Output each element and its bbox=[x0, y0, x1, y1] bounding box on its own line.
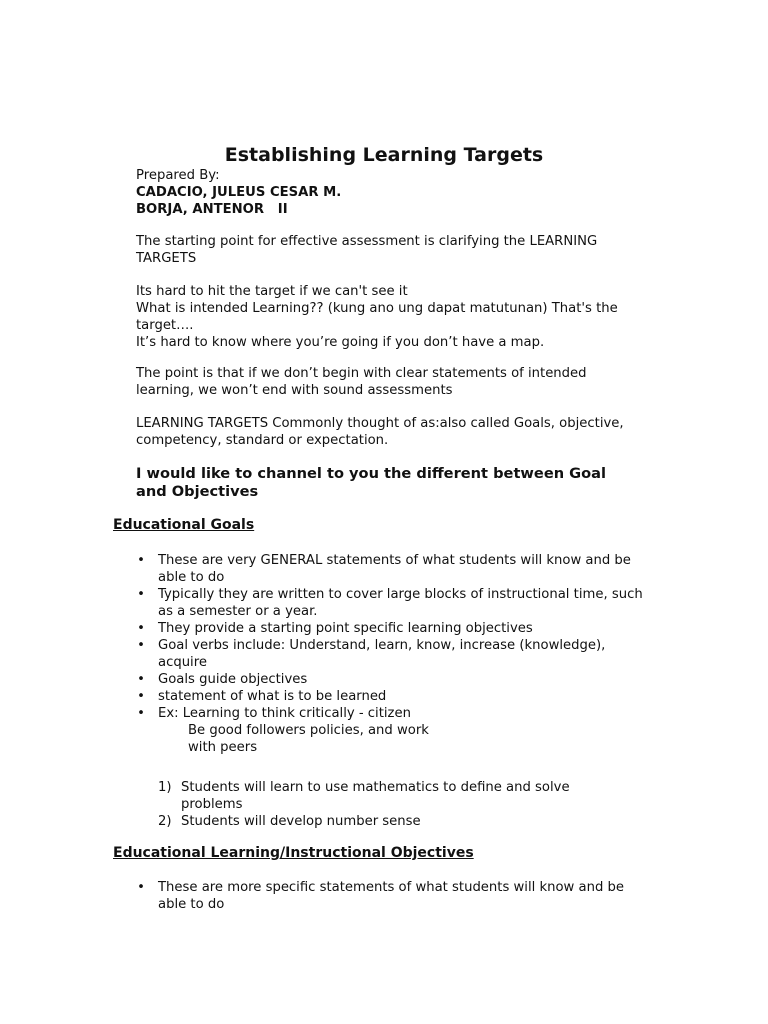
bullet-icon: • bbox=[137, 689, 145, 704]
educational-goals-heading: Educational Goals bbox=[113, 517, 255, 533]
list-item: • These are more specific statements of what students will know and be able to do bbox=[137, 880, 625, 912]
list-item: • Ex: Learning to think critically - citizen Be good followers policies, and work with peers bbox=[136, 705, 656, 756]
example-sub-line-2: with peers bbox=[188, 740, 258, 755]
bullet-icon: • bbox=[137, 638, 145, 653]
bullet-icon: • bbox=[137, 880, 145, 895]
list-item: • Goal verbs include: Understand, learn, know, increase (knowledge), acquire bbox=[137, 638, 606, 670]
document-title: Establishing Learning Targets bbox=[224, 144, 544, 166]
goals-bullet-list bbox=[136, 552, 656, 756]
target-line-1: Its hard to hit the target if we can't see it bbox=[136, 284, 408, 299]
goals-numbered-list bbox=[158, 779, 618, 830]
list-item: • Goals guide objectives bbox=[137, 672, 308, 687]
bullet-icon: • bbox=[137, 621, 145, 636]
example-sub-line-1: Be good followers policies, and work bbox=[188, 723, 429, 738]
prepared-by-block bbox=[136, 167, 676, 218]
target-paragraph bbox=[136, 283, 656, 351]
list-item: • Typically they are written to cover large blocks of instructional time, such as a semester or a year. bbox=[137, 587, 643, 619]
bullet-icon: • bbox=[137, 672, 145, 687]
intro-paragraph: The starting point for effective assessment is clarifying the LEARNING TARGETS bbox=[136, 234, 598, 266]
bullet-icon: • bbox=[137, 706, 145, 721]
list-item: 1) Students will learn to use mathematics to define and solve problems bbox=[158, 780, 570, 812]
objectives-bullet-list bbox=[136, 879, 656, 913]
prepared-by-label: Prepared By: bbox=[136, 168, 220, 183]
list-item: • statement of what is to be learned bbox=[137, 689, 387, 704]
bullet-icon: • bbox=[137, 553, 145, 568]
author-1: CADACIO, JULEUS CESAR M. bbox=[136, 185, 342, 200]
author-2: BORJA, ANTENOR II bbox=[136, 202, 288, 217]
target-line-2: What is intended Learning?? (kung ano ung dapat matutunan) That's the target…. bbox=[136, 301, 622, 333]
point-paragraph: The point is that if we don’t begin with clear statements of intended learning, we won’t end with sound assessments bbox=[136, 366, 587, 398]
learning-targets-paragraph: LEARNING TARGETS Commonly thought of as:also called Goals, objective, competency, standard or expectation. bbox=[136, 416, 624, 448]
channel-heading: I would like to channel to you the different between Goal and Objectives bbox=[136, 465, 607, 500]
target-line-3: It’s hard to know where you’re going if you don’t have a map. bbox=[136, 335, 545, 350]
list-item: • They provide a starting point specific learning objectives bbox=[137, 621, 533, 636]
list-item: • These are very GENERAL statements of what students will know and be able to do bbox=[137, 553, 631, 585]
bullet-icon: • bbox=[137, 587, 145, 602]
list-item: 2) Students will develop number sense bbox=[158, 814, 421, 829]
objectives-heading: Educational Learning/Instructional Objectives bbox=[113, 845, 474, 861]
